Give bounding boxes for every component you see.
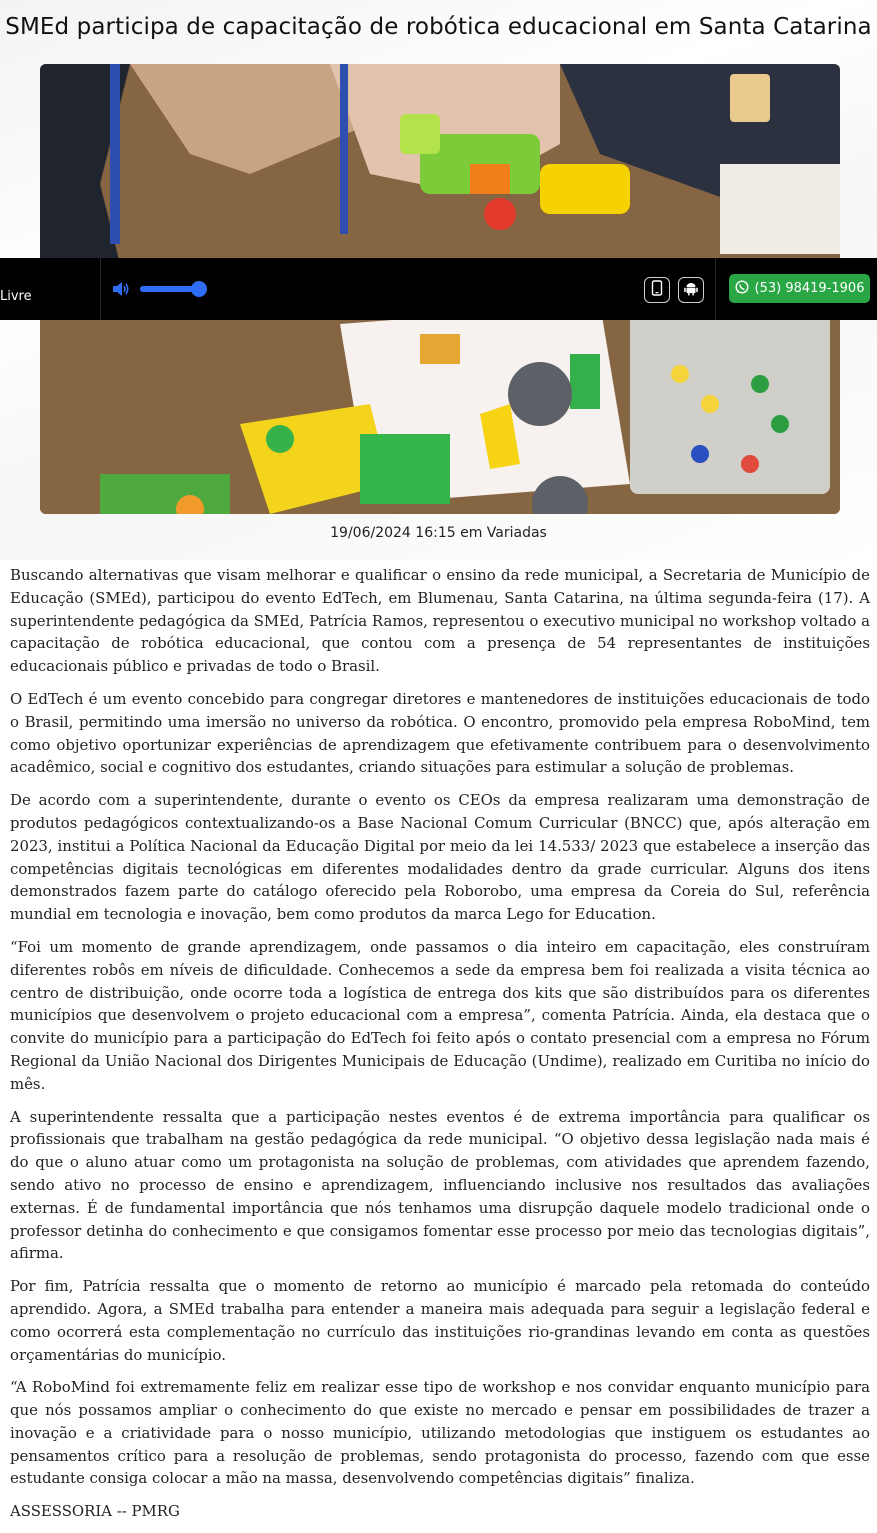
article-paragraph: Buscando alternativas que visam melhorar e qualificar o ensino da rede municipal, a Secretaria de Município de Educação (SMEd), participou do evento EdTech, em Blumenau, Santa Catarina, na última segunda-feira (17). A superintendente pedagógica da SMEd, Patrícia Ramos, representou o executivo municipal no workshop voltado a capacitação de robótica educacional, que contou com a presença de 54 representantes de instituições educacionais público e privadas de todo o Brasil.	[10, 566, 870, 676]
android-app-button[interactable]	[678, 277, 704, 303]
mobile-app-button[interactable]	[644, 277, 670, 303]
article-meta: 19/06/2024 16:15 em Variadas	[330, 525, 547, 541]
whatsapp-icon	[735, 280, 749, 298]
article-paragraph: O EdTech é um evento concebido para congregar diretores e mantenedores de instituições educacionais de todo o Brasil, permitindo uma imersão no universo da robótica. O encontro, promovido pela empresa RoboMind, tem como objetivo oportunizar experiências de aprendizagem que efetivamente contribuem para o desenvolvimento acadêmico, social e cognitivo dos estudantes, criando situações para estimular a solução de problemas.	[10, 689, 870, 777]
player-divider	[100, 258, 101, 320]
player-divider	[715, 258, 716, 320]
article-body	[10, 564, 870, 1533]
volume-slider-handle[interactable]	[191, 281, 207, 297]
article-title: SMEd participa de capacitação de robótica educacional em Santa Catarina	[5, 14, 872, 40]
article-paragraph: A superintendente ressalta que a participação nestes eventos é de extrema importância para qualificar os profissionais que trabalham na gestão pedagógica da rede municipal. “O objetivo dessa legislação nada mais é do que o aluno atuar como um protagonista na solução de problemas, com atividades que aprendem fazendo, sendo ativo no processo de ensino e aprendizagem, influenciando inclusive nos resultados das avaliações externas. É de fundamental importância que nós tenhamos uma disrupção daquele modelo tradicional onde o professor detinha do conhecimento e que consigamos fomentar esse processo por meio das tecnologias digitais”, afirma.	[10, 1107, 870, 1263]
article-paragraph: ASSESSORIA -- PMRG	[10, 1502, 180, 1521]
article-paragraph: “A RoboMind foi extremamente feliz em realizar esse tipo de workshop e nos convidar enquanto município para que nós possamos ampliar o conhecimento do que existe no mercado e pensar em possibilidades de trazer a inovação e a criatividade para o nosso município, utilizando metodologias que instiguem os estudantes ao pensamentos crítico para a resolução de problemas, sendo protagonista do processo, fazendo com que esse estudante consiga colocar a mão na massa, desenvolvendo competências digitais” finaliza.	[10, 1378, 870, 1488]
radio-player-bar	[0, 258, 877, 320]
article-paragraph: Por fim, Patrícia ressalta que o momento de retorno ao município é marcado pela retomada do conteúdo aprendido. Agora, a SMEd trabalha para entender a maneira mais adequada para seguir a legislação federal e como ocorrerá esta complementação no currículo das instituições rio-grandinas levando em conta as questões orçamentárias do município.	[10, 1277, 870, 1364]
whatsapp-button[interactable]	[729, 274, 870, 303]
player-status-label: Livre	[0, 289, 32, 304]
android-icon	[683, 280, 699, 300]
article-paragraph: “Foi um momento de grande aprendizagem, onde passamos o dia inteiro em capacitação, eles construíram diferentes robôs em níveis de dificuldade. Conhecemos a sede da empresa bem foi realizada a visita técnica ao centro de distribuição, onde ocorre toda a logística de entrega dos kits que são distribuídos para os diferentes municípios que desenvolvem o projeto educacional com a empresa”, comenta Patrícia. Ainda, ela destaca que o convite do município para a participação do EdTech foi feito após o contato presencial com a empresa no Fórum Regional da União Nacional dos Dirigentes Municipais de Educação (Undime), realizado em Curitiba no início do mês.	[10, 937, 870, 1093]
article-paragraph: De acordo com a superintendente, durante o evento os CEOs da empresa realizaram uma demonstração de produtos pedagógicos contextualizando-os a Base Nacional Comum Curricular (BNCC) que, após alteração em 2023, institui a Política Nacional da Educação Digital por meio da lei 14.533/ 2023 que estabelece a inserção das competências digitais tecnológicas em diferentes modalidades dentro da grade curricular. Alguns dos itens demonstrados fazem parte do catálogo oferecido pela Roborobo, uma empresa da Coreia do Sul, referência mundial em tecnologia e inovação, bem como produtos da marca Lego for Education.	[10, 791, 870, 924]
whatsapp-number: (53) 98419-1906	[754, 281, 865, 296]
mobile-app-icon	[651, 280, 663, 300]
volume-icon[interactable]	[111, 280, 131, 298]
